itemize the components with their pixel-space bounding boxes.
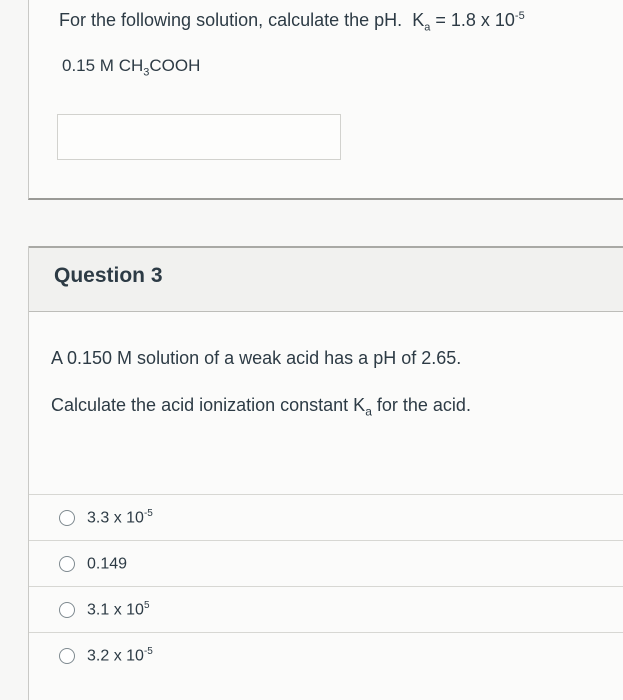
option-base: 3.2 x 10 (87, 647, 144, 665)
option-base: 3.1 x 10 (87, 601, 144, 619)
ka-exponent: -5 (514, 10, 525, 22)
radio-button-icon[interactable] (59, 510, 75, 526)
answer-option-label (87, 554, 127, 573)
question-3-text-line2-a: Calculate the acid ionization constant K (51, 395, 366, 415)
radio-button-icon[interactable] (59, 602, 75, 618)
answer-option-label (87, 508, 153, 527)
question-2-prompt (59, 10, 525, 34)
question-3-text-line2 (51, 395, 471, 419)
question-3-panel (28, 246, 623, 700)
radio-button-icon[interactable] (59, 648, 75, 664)
option-base: 3.3 x 10 (87, 509, 144, 527)
answer-option-label (87, 646, 153, 665)
question-2-prompt-text: For the following solution, calculate the pH. (59, 10, 403, 30)
answer-option-1[interactable] (29, 494, 623, 540)
question-2-formula (62, 56, 200, 78)
question-3-ka-subscript: a (365, 404, 372, 419)
ka-symbol: K (412, 10, 425, 30)
answer-option-4[interactable] (29, 632, 623, 678)
question-2-panel (28, 0, 623, 200)
option-exponent: -5 (143, 507, 153, 519)
answer-option-2[interactable] (29, 540, 623, 586)
formula-subscript: 3 (143, 66, 150, 79)
option-exponent: -5 (143, 645, 153, 657)
answer-option-label (87, 600, 150, 619)
option-exponent: 5 (143, 599, 150, 611)
question-3-text-line1: A 0.150 M solution of a weak acid has a pH of 2.65. (51, 348, 462, 368)
question-3-title: Question 3 (54, 264, 163, 287)
question-3-header (29, 246, 623, 312)
answer-input[interactable] (57, 114, 341, 160)
option-base: 0.149 (87, 555, 128, 573)
question-3-text-line2-b: for the acid. (371, 395, 471, 415)
ka-value: = 1.8 x 10 (430, 10, 515, 30)
formula-tail: COOH (149, 56, 201, 75)
radio-button-icon[interactable] (59, 556, 75, 572)
ka-subscript: a (424, 21, 431, 34)
formula-main: 0.15 M CH (62, 56, 144, 75)
answer-option-3[interactable] (29, 586, 623, 632)
